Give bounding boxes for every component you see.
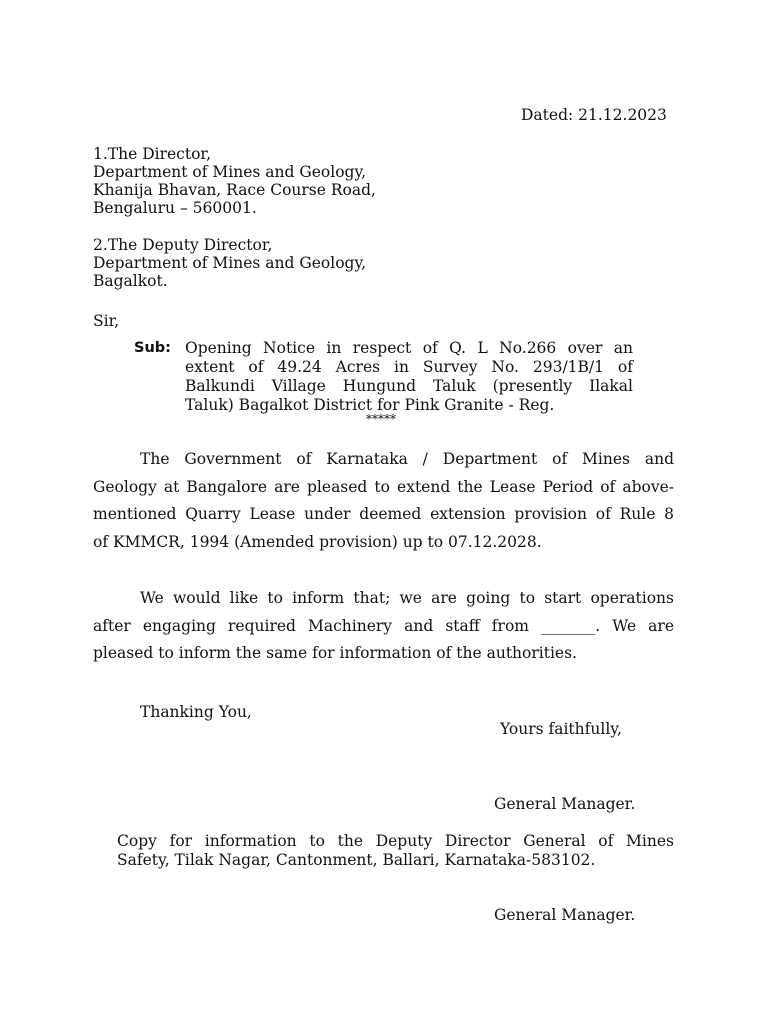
paragraph-line: We would like to inform that; we are going to start operations (140, 589, 674, 607)
thanking-line: Thanking You, (140, 703, 252, 721)
paragraph-line: mentioned Quarry Lease under deemed extension provision of Rule 8 (93, 505, 674, 524)
subject-separator: ***** (366, 412, 396, 426)
paragraph-line: of KMMCR, 1994 (Amended provision) up to 07.12.2028. (93, 532, 542, 551)
copy-line: Safety, Tilak Nagar, Cantonment, Ballari, Karnataka-583102. (117, 851, 596, 869)
paragraph-line: Geology at Bangalore are pleased to extend the Lease Period of above- (93, 477, 674, 496)
recipient-1-line: Bengaluru – 560001. (93, 199, 257, 217)
signature-title: General Manager. (494, 795, 636, 813)
copy-to-paragraph (117, 832, 674, 870)
body-paragraph-2 (93, 585, 674, 668)
salutation: Sir, (93, 312, 120, 330)
subject-line: Opening Notice in respect of Q. L No.266 over an (185, 339, 633, 357)
subject-text (185, 339, 633, 415)
subject-label: Sub: (134, 340, 171, 356)
paragraph-line: pleased to inform the same for information of the authorities. (93, 644, 577, 663)
subject-line: Balkundi Village Hungund Taluk (presently Ilakal (185, 377, 633, 395)
copy-line: Copy for information to the Deputy Director General of Mines (117, 832, 674, 850)
subject-line: extent of 49.24 Acres in Survey No. 293/1B/1 of (185, 358, 633, 376)
recipient-1-line: 1.The Director, (93, 145, 212, 163)
recipient-2-line: Bagalkot. (93, 272, 168, 290)
recipient-1-line: Khanija Bhavan, Race Course Road, (93, 181, 376, 199)
paragraph-line: The Government of Karnataka / Department of Mines and (140, 450, 674, 468)
paragraph-line: after engaging required Machinery and staff from _______. We are (93, 616, 674, 635)
body-paragraph-1 (93, 446, 674, 556)
subject-line: Taluk) Bagalkot District for Pink Granite - Reg. (185, 396, 555, 414)
recipient-2-line: Department of Mines and Geology, (93, 254, 367, 272)
recipient-1-line: Department of Mines and Geology, (93, 163, 367, 181)
closing-line: Yours faithfully, (500, 720, 622, 738)
recipient-2-line: 2.The Deputy Director, (93, 236, 273, 254)
letter-date: Dated: 21.12.2023 (521, 106, 667, 124)
signature-title: General Manager. (494, 906, 636, 924)
